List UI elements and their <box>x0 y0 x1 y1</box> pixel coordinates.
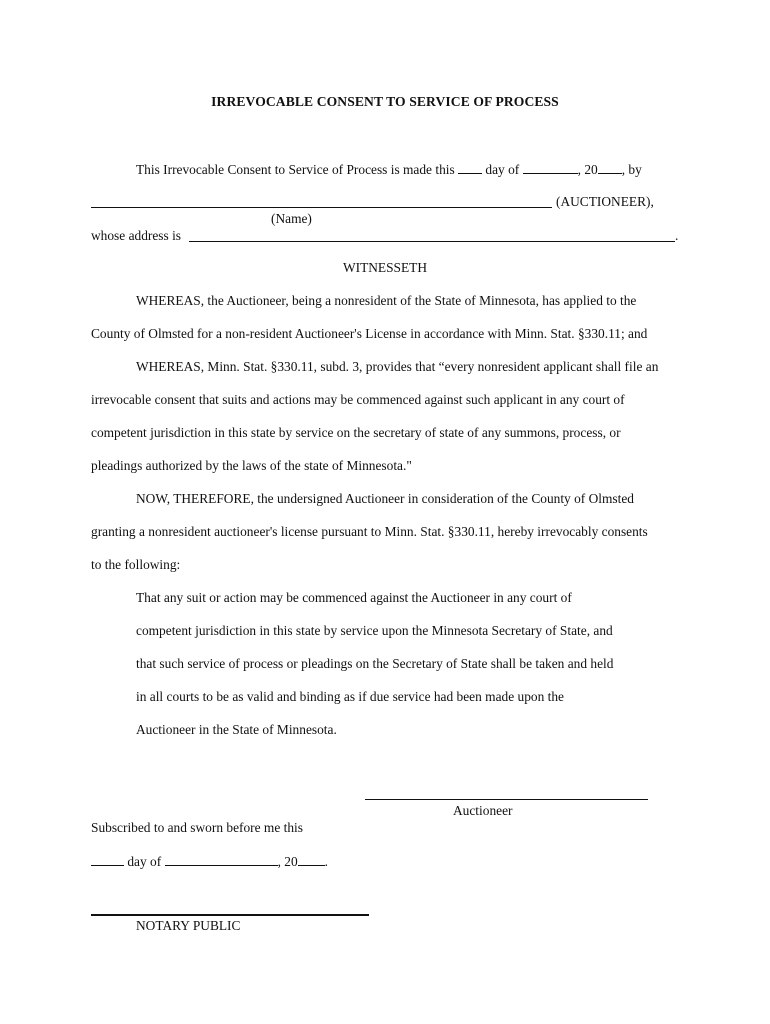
consent-clause-line: that such service of process or pleadings on the Secretary of State shall be taken and held <box>136 656 614 671</box>
paragraph-line: NOW, THEREFORE, the undersigned Auctioneer in consideration of the County of Olmsted <box>136 491 634 506</box>
paragraph-line: to the following: <box>91 557 181 572</box>
document-title: IRREVOCABLE CONSENT TO SERVICE OF PROCESS <box>211 94 559 109</box>
day-blank[interactable] <box>458 161 482 174</box>
notary-signature-line[interactable] <box>91 914 369 916</box>
intro-text-made-this: This Irrevocable Consent to Service of Process is made this <box>136 162 455 177</box>
paragraph-line: WHEREAS, Minn. Stat. §330.11, subd. 3, provides that “every nonresident applicant shall file an <box>136 359 659 374</box>
consent-clause-line: Auctioneer in the State of Minnesota. <box>136 722 337 737</box>
consent-clause-line: in all courts to be as valid and binding as if due service had been made upon the <box>136 689 565 704</box>
auctioneer-signature-label: Auctioneer <box>453 803 513 818</box>
sworn-year-prefix: , 20 <box>277 854 298 869</box>
consent-clause-line: That any suit or action may be commenced against the Auctioneer in any court of <box>136 590 572 605</box>
sworn-year-blank[interactable] <box>298 853 325 866</box>
paragraph-line: irrevocable consent that suits and actions may be commenced against such applicant in any court of <box>91 392 625 407</box>
sworn-end-period: . <box>324 854 329 869</box>
sworn-day-blank[interactable] <box>91 853 124 866</box>
address-end-period: . <box>675 228 679 243</box>
paragraph-line: granting a nonresident auctioneer's license pursuant to Minn. Stat. §330.11, hereby irrevocably consents <box>91 524 648 539</box>
address-line[interactable] <box>189 241 675 242</box>
intro-line <box>136 161 642 178</box>
intro-text-day-of: day of <box>485 162 520 177</box>
notary-public-label: NOTARY PUBLIC <box>136 918 241 933</box>
auctioneer-role-label: (AUCTIONEER), <box>556 194 654 209</box>
auctioneer-signature-line[interactable] <box>365 799 648 800</box>
intro-text-by: , by <box>621 162 642 177</box>
subscribed-text: Subscribed to and sworn before me this <box>91 820 303 835</box>
paragraph-line: WHEREAS, the Auctioneer, being a nonresident of the State of Minnesota, has applied to the <box>136 293 637 308</box>
name-caption: (Name) <box>271 211 312 226</box>
witnesseth-heading: WITNESSETH <box>342 260 428 275</box>
consent-clause-line: competent jurisdiction in this state by service upon the Minnesota Secretary of State, and <box>136 623 613 638</box>
year-blank[interactable] <box>598 161 622 174</box>
sworn-date-line <box>91 853 328 870</box>
sworn-month-blank[interactable] <box>165 853 278 866</box>
sworn-day-of: day of <box>127 854 162 869</box>
paragraph-line: County of Olmsted for a non-resident Auctioneer's License in accordance with Minn. Stat. §330.11; and <box>91 326 648 341</box>
intro-text-year-prefix: , 20 <box>577 162 598 177</box>
month-blank[interactable] <box>523 161 578 174</box>
address-label: whose address is <box>91 228 182 243</box>
paragraph-line: pleadings authorized by the laws of the state of Minnesota." <box>91 458 412 473</box>
paragraph-line: competent jurisdiction in this state by service on the secretary of state of any summons, process, or <box>91 425 621 440</box>
auctioneer-name-line[interactable] <box>91 207 552 208</box>
